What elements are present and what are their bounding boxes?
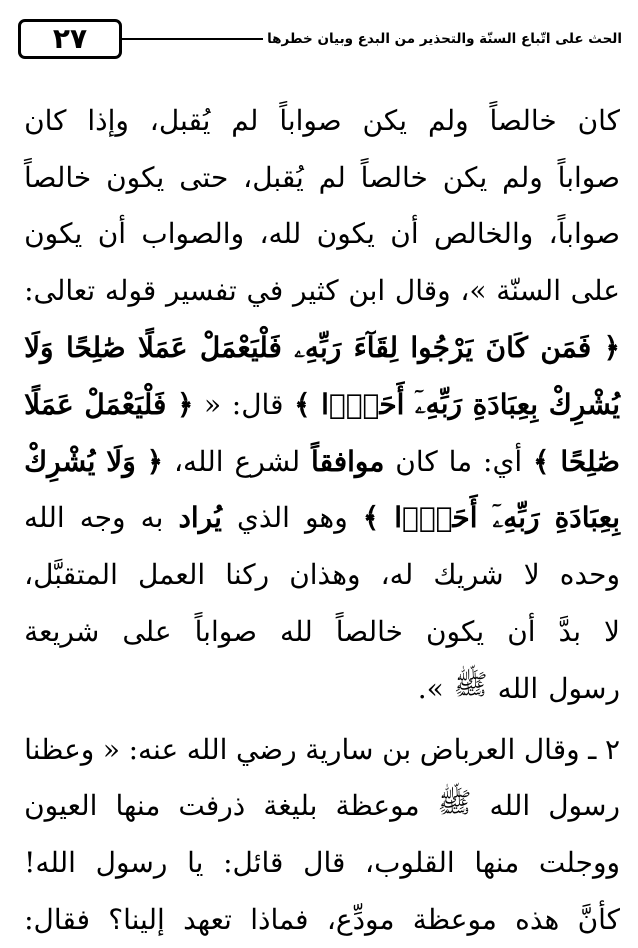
word: وعظنا — [24, 732, 95, 766]
text-line-15 — [24, 891, 620, 948]
word: ولم — [427, 103, 469, 137]
header-rule — [122, 38, 263, 40]
word: يكن — [442, 160, 488, 194]
word: أن — [390, 217, 419, 251]
word: المتقبَّل، — [24, 558, 118, 592]
word: موعظة — [412, 903, 497, 937]
word: القلوب، — [365, 846, 455, 880]
word: كان — [395, 444, 438, 478]
word: ﷺ — [437, 785, 472, 819]
word: وقال — [523, 732, 580, 766]
word: تعالى: — [24, 274, 96, 308]
word: أن — [507, 615, 536, 649]
word: ابن — [348, 274, 386, 308]
word: والخالص — [433, 217, 534, 251]
word: يكون — [425, 615, 485, 649]
word: شريعة — [24, 615, 100, 649]
word: حتى — [179, 160, 229, 194]
word: يكن — [362, 103, 408, 137]
text-line-10 — [24, 603, 620, 660]
word: خالصاً — [335, 615, 403, 649]
word: هذه — [515, 903, 560, 937]
text-line-3 — [24, 206, 620, 263]
word: عَمَلًا — [137, 331, 188, 365]
word: على — [122, 615, 172, 649]
word: قوله — [104, 274, 157, 308]
text-line-14 — [24, 834, 620, 891]
word: به — [140, 501, 164, 535]
word: الله! — [24, 846, 76, 880]
word: ـ — [588, 732, 597, 766]
word: صواباً — [194, 615, 257, 649]
page-number-box — [18, 19, 122, 59]
word: يُقبل، — [243, 160, 304, 194]
word: رَبِّهِۦٓ — [415, 387, 463, 421]
page-header — [18, 14, 622, 64]
word: بِعِبَادَةِ — [554, 501, 620, 535]
word: كَانَ — [485, 331, 528, 365]
word: « — [102, 732, 121, 766]
word: وحده — [559, 558, 620, 592]
word: قال: — [231, 387, 284, 421]
word: ولم — [502, 160, 543, 194]
word: والصواب — [141, 217, 245, 251]
word: ووجلت — [538, 846, 620, 880]
word: ﷺ — [453, 668, 488, 702]
word: »، — [460, 274, 487, 308]
word: صواباً، — [548, 217, 620, 251]
word: ٢ — [604, 732, 620, 766]
word: عَمَلًا — [24, 387, 74, 421]
word: منها — [115, 789, 161, 823]
word: على — [570, 274, 620, 308]
word: تعهد — [183, 903, 232, 937]
word: عنه: — [128, 732, 179, 766]
word: الله — [497, 671, 539, 705]
word: له، — [380, 558, 414, 592]
word: خالصاً — [24, 160, 92, 194]
word: ركنا — [225, 558, 270, 592]
word: وهذان — [289, 558, 361, 592]
word: يَرْجُوا — [410, 331, 474, 365]
word: لشرع — [234, 444, 301, 478]
word: شريك — [433, 558, 504, 592]
word: رسول — [548, 671, 620, 705]
word: ». — [417, 671, 444, 705]
word: صَٰلِحًا — [560, 444, 620, 478]
word: وجه — [79, 501, 126, 535]
word: العمل — [137, 558, 206, 592]
text-line-4 — [24, 262, 620, 319]
text-line-13 — [24, 778, 620, 835]
word: ﴿ — [176, 387, 194, 421]
word: الله — [489, 789, 531, 823]
word: صواباً — [279, 103, 342, 137]
word: لا — [604, 615, 620, 649]
word: بليغة — [263, 789, 318, 823]
word: موافقاً — [311, 444, 385, 478]
word: بدَّ — [558, 615, 582, 649]
word: يكون — [24, 217, 83, 251]
word: لله، — [259, 217, 302, 251]
word: يكون — [106, 160, 165, 194]
word: السنّة — [496, 274, 561, 308]
word: تفسير — [166, 274, 237, 308]
word: العرباض — [419, 732, 516, 766]
word: وَلَا — [106, 444, 136, 478]
word: لم — [318, 160, 346, 194]
word: لله — [279, 615, 313, 649]
word: ذرفت — [178, 789, 246, 823]
word: منها — [474, 846, 520, 880]
word: ﴾ — [362, 501, 380, 535]
word: أن — [97, 217, 127, 251]
word: رسول — [548, 789, 620, 823]
word: لِقَآءَ — [353, 331, 399, 365]
word: وقال — [394, 274, 451, 308]
word: يُقبل، — [149, 103, 211, 137]
word: كأنَّ — [577, 903, 620, 937]
word: وَلَا — [24, 331, 54, 365]
word: لم — [231, 103, 259, 137]
word: بِعِبَادَةِ — [472, 387, 539, 421]
word: « — [204, 387, 222, 421]
word: يُشْرِكْ — [548, 387, 620, 421]
word: يُشْرِكْ — [24, 444, 96, 478]
word: فَلْيَعْمَلْ — [199, 331, 282, 365]
word: فماذا — [250, 903, 309, 937]
word: قائل: — [223, 846, 284, 880]
word: موعظة — [335, 789, 420, 823]
word: رَبِّهِۦ — [294, 330, 342, 364]
word: قال — [303, 846, 346, 880]
word: الذي — [236, 501, 290, 535]
word: ﴿ — [603, 331, 620, 365]
word: ما — [448, 444, 473, 478]
word: وهو — [304, 501, 348, 535]
word: رضي — [235, 732, 297, 766]
word: أَحَدًۢا — [394, 501, 478, 535]
text-line-6 — [24, 376, 620, 433]
word: سارية — [305, 732, 374, 766]
word: العيون — [24, 789, 98, 823]
word: ﴿ — [146, 444, 164, 478]
word: الله، — [173, 444, 224, 478]
word: أي: — [483, 444, 523, 478]
word: فَلْيَعْمَلْ — [84, 387, 167, 421]
body-text — [24, 92, 620, 948]
word: إلينا؟ — [108, 903, 165, 937]
text-line-1 — [24, 92, 620, 149]
word: خالصاً — [360, 160, 428, 194]
text-line-2 — [24, 149, 620, 206]
word: يا — [187, 846, 204, 880]
text-line-9 — [24, 546, 620, 603]
word: كثير — [292, 274, 339, 308]
word: ﴾ — [533, 444, 550, 478]
word: صواباً — [557, 160, 620, 194]
word: رَبِّهِۦٓ — [492, 500, 540, 534]
page-number: ٢٧ — [52, 22, 88, 55]
word: كان — [24, 103, 67, 137]
word: كان — [577, 103, 620, 137]
word: لا — [523, 558, 540, 592]
text-line-12 — [24, 721, 620, 778]
word: الله — [24, 501, 65, 535]
text-line-5 — [24, 319, 620, 376]
running-title: الحث على اتّباع السنّة والتحذير من البدع وبيان خطرها — [267, 31, 622, 47]
word: فقال: — [24, 903, 90, 937]
word: أَحَدًۢا — [321, 387, 405, 421]
word: يُراد — [178, 501, 222, 535]
word: ﴾ — [294, 387, 311, 421]
word: الله — [186, 732, 228, 766]
text-line-8 — [24, 490, 620, 547]
word: وإذا — [87, 103, 129, 137]
word: مودِّع، — [326, 903, 395, 937]
word: يكون — [316, 217, 375, 251]
text-line-11 — [24, 660, 620, 717]
word: صَٰلِحًا — [65, 331, 126, 365]
word: فَمَن — [540, 331, 592, 365]
word: بن — [382, 732, 412, 766]
word: رسول — [95, 846, 168, 880]
word: خالصاً — [489, 103, 557, 137]
word: في — [246, 274, 284, 308]
text-line-7 — [24, 433, 620, 490]
